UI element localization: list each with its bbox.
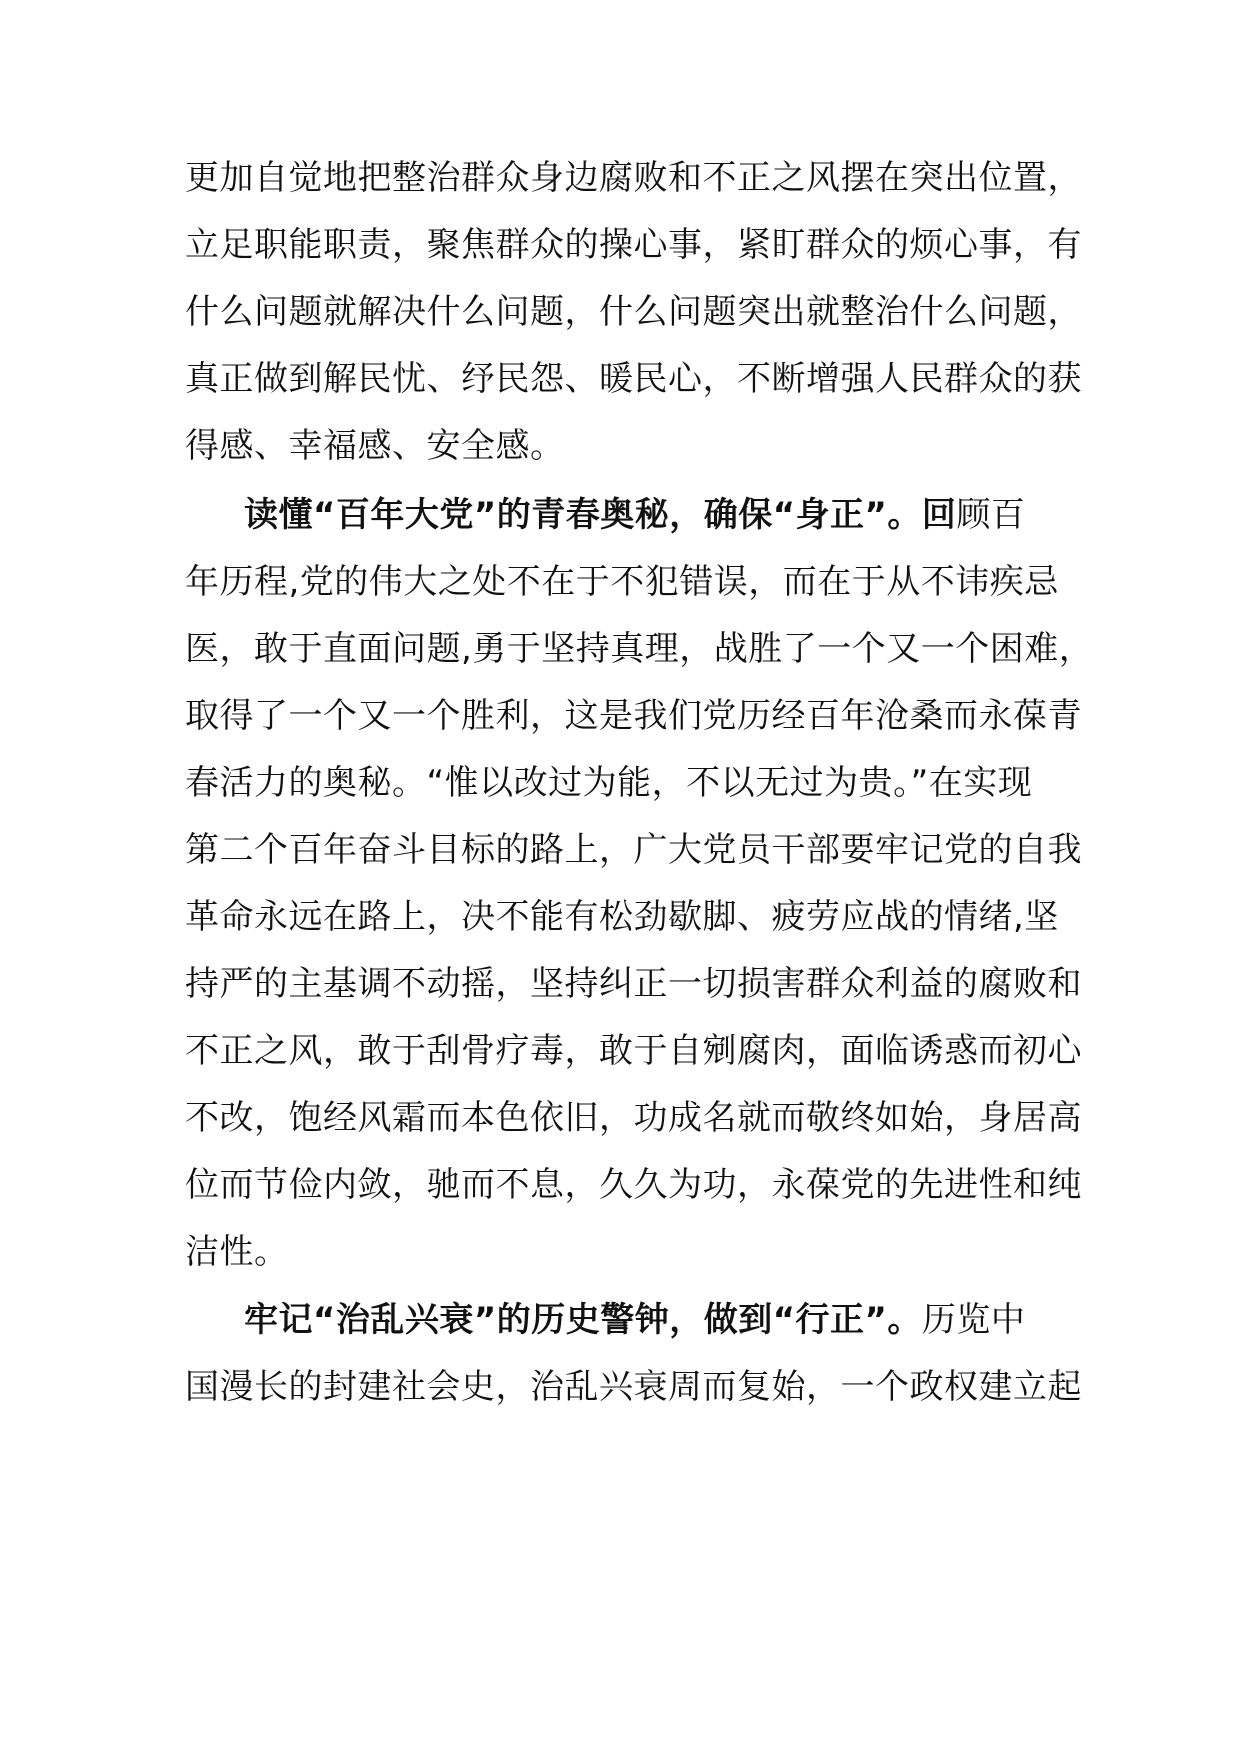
body-line: 立足职能职责，聚焦群众的操心事，紧盯群众的烦心事，有	[185, 225, 1082, 265]
body-line: 年历程,党的伟大之处不在于不犯错误，而在于从不讳疾忌	[185, 562, 1059, 602]
body-line: 不正之风，敢于刮骨疗毒，敢于自剜腐肉，面临诱惑而初心	[185, 1031, 1082, 1071]
body-line: 得感、幸福感、安全感。	[185, 426, 565, 466]
body-line: 持严的主基调不动摇，坚持纠正一切损害群众利益的腐败和	[185, 964, 1082, 1004]
body-line: 真正做到解民忧、纾民怨、暖民心，不断增强人民群众的获	[185, 359, 1082, 399]
body-line: 什么问题就解决什么问题，什么问题突出就整治什么问题，	[185, 292, 1082, 332]
body-line: 不改，饱经风霜而本色依旧，功成名就而敬终如始，身居高	[185, 1098, 1082, 1138]
section-heading: 牢记“治乱兴衰”的历史警钟，做到“行正”。	[244, 1300, 922, 1340]
body-line: 春活力的奥秘。“惟以改过为能，不以无过为贵。”在实现	[185, 763, 1033, 803]
body-line: 取得了一个又一个胜利，这是我们党历经百年沧桑而永葆青	[185, 696, 1082, 736]
body-line: 医，敢于直面问题,勇于坚持真理，战胜了一个又一个困难，	[185, 629, 1094, 669]
body-line: 更加自觉地把整治群众身边腐败和不正之风摆在突出位置，	[185, 158, 1082, 198]
section-heading: 读懂“百年大党”的青春奥秘，确保“身正”。	[244, 495, 922, 535]
body-line: 第二个百年奋斗目标的路上，广大党员干部要牢记党的自我	[185, 830, 1082, 870]
lead-character: 回	[921, 495, 957, 535]
body-line: 国漫长的封建社会史，治乱兴衰周而复始，一个政权建立起	[185, 1367, 1082, 1407]
body-line: 洁性。	[185, 1232, 289, 1272]
body-text: 顾百	[956, 495, 1026, 535]
paragraph-first-line	[244, 1298, 1025, 1342]
body-line: 革命永远在路上，决不能有松劲歇脚、疲劳应战的情绪,坚	[185, 897, 1059, 937]
body-line: 位而节俭内敛，驰而不息，久久为功，永葆党的先进性和纯	[185, 1165, 1082, 1205]
paragraph-first-line	[244, 493, 1025, 537]
body-text: 历览中	[921, 1300, 1026, 1340]
